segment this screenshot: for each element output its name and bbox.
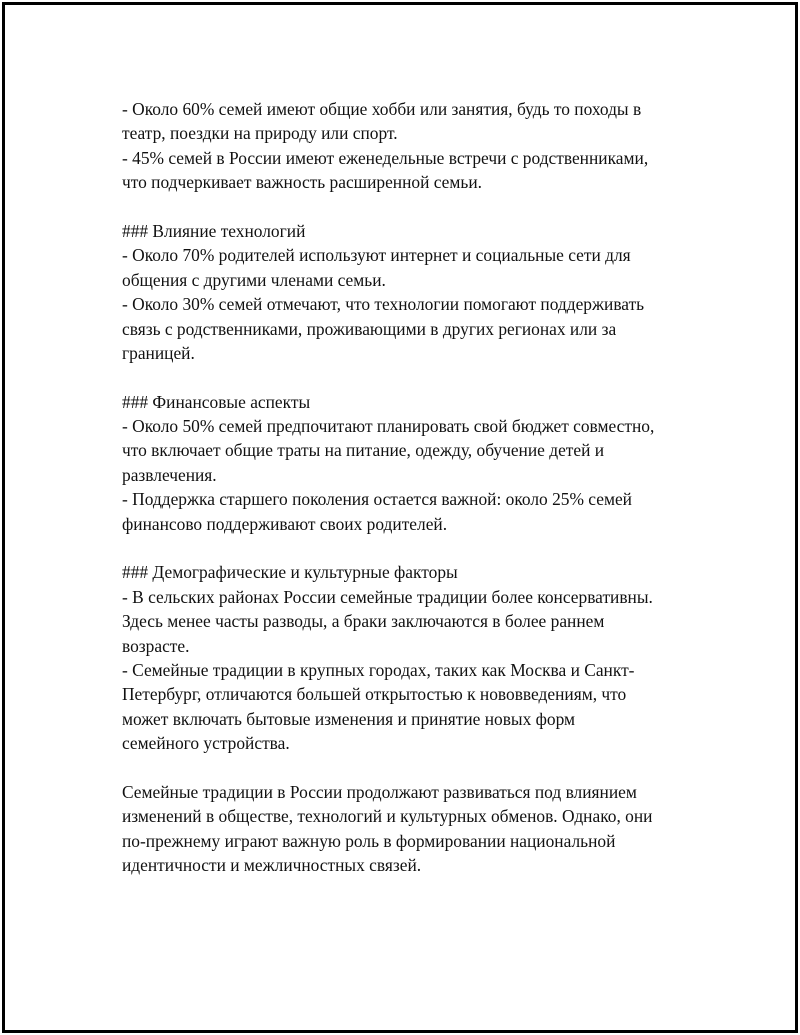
text-line: - Семейные традиции в крупных городах, таких как Москва и Санкт- — [122, 659, 635, 680]
document-body — [122, 97, 722, 878]
section-heading: ### Демографические и культурные факторы — [122, 562, 458, 583]
text-line: границей. — [122, 342, 195, 363]
text-line: связь с родственниками, проживающими в других регионах или за — [122, 318, 617, 339]
text-line: возрасте. — [122, 635, 190, 656]
text-line: театр, поездки на природу или спорт. — [122, 123, 398, 144]
text-line: развлечения. — [122, 464, 217, 485]
text-line: - Около 30% семей отмечают, что технологии помогают поддерживать — [122, 294, 645, 315]
text-line: Здесь менее часты разводы, а браки заключаются в более раннем — [122, 611, 605, 632]
paragraph-gap — [122, 756, 722, 780]
text-line: - В сельских районах России семейные традиции более консервативны. — [122, 586, 653, 607]
section-heading: ### Влияние технологий — [122, 220, 306, 241]
text-line: что включает общие траты на питание, одежду, обучение детей и — [122, 440, 605, 461]
text-line: изменений в обществе, технологий и культурных обменов. Однако, они — [122, 806, 653, 827]
text-line: - Поддержка старшего поколения остается важной: около 25% семей — [122, 489, 632, 510]
text-line: общения с другими членами семьи. — [122, 269, 386, 290]
text-line: по-прежнему играют важную роль в формировании национальной — [122, 830, 616, 851]
text-line: - Около 50% семей предпочитают планировать свой бюджет совместно, — [122, 416, 655, 437]
text-line: идентичности и межличностных связей. — [122, 855, 422, 876]
paragraph-gap — [122, 195, 722, 219]
text-line: - Около 70% родителей используют интернет и социальные сети для — [122, 245, 631, 266]
text-line: Семейные традиции в России продолжают развиваться под влиянием — [122, 781, 637, 802]
section-family-activities — [122, 97, 722, 195]
text-line: семейного устройства. — [122, 733, 290, 754]
text-line: - Около 60% семей имеют общие хобби или занятия, будь то походы в — [122, 99, 642, 119]
page-frame — [2, 2, 798, 1033]
section-demographics — [122, 560, 722, 755]
section-heading: ### Финансовые аспекты — [122, 391, 311, 412]
section-finance — [122, 390, 722, 536]
conclusion-paragraph — [122, 780, 722, 878]
paragraph-gap — [122, 536, 722, 560]
paragraph-gap — [122, 365, 722, 389]
text-line: - 45% семей в России имеют еженедельные встречи с родственниками, — [122, 147, 649, 168]
text-line: может включать бытовые изменения и принятие новых форм — [122, 708, 576, 729]
section-technology — [122, 219, 722, 365]
text-line: финансово поддерживают своих родителей. — [122, 513, 448, 534]
text-line: Петербург, отличаются большей открытостью к нововведениям, что — [122, 684, 627, 705]
text-line: что подчеркивает важность расширенной семьи. — [122, 172, 482, 193]
